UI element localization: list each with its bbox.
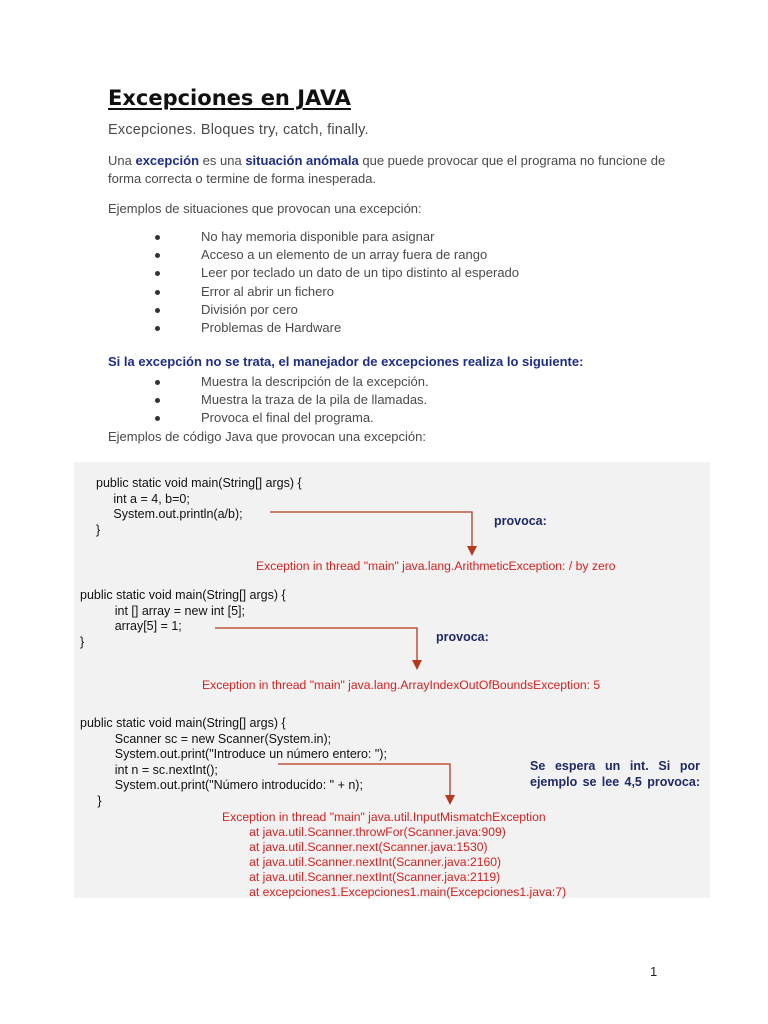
- intro-paragraph: [108, 152, 698, 188]
- arrow-head-3: [445, 795, 455, 805]
- bullet-dot: [155, 416, 160, 421]
- note-label-3: Se espera un int. Si por ejemplo se lee 4,5 provoca:: [530, 759, 700, 789]
- intro-text-2: es una: [199, 153, 246, 168]
- code-examples-figure: [74, 462, 710, 898]
- provoca-label-2: provoca:: [436, 630, 489, 644]
- handler-heading: Si la excepción no se trata, el manejador de excepciones realiza lo siguiente:: [108, 354, 584, 369]
- exception-message-2: Exception in thread "main" java.lang.ArrayIndexOutOfBoundsException: 5: [202, 678, 601, 692]
- bullet-dot: [155, 380, 160, 385]
- provoca-label-1: provoca:: [494, 514, 547, 528]
- bullet-dot: [155, 253, 160, 258]
- examples-intro: Ejemplos de situaciones que provocan una excepción:: [108, 201, 422, 216]
- term-situacion-anomala: situación anómala: [245, 153, 359, 168]
- code-block-1: public static void main(String[] args) { int a = 4, b=0; System.out.println(a/b); }: [96, 476, 302, 537]
- bullet-dot: [155, 326, 160, 331]
- arrow-head-1: [467, 546, 477, 556]
- code-block-3: public static void main(String[] args) { Scanner sc = new Scanner(System.in); System.out.print("Introduce un número entero: "); int n = sc.nextInt(); System.out.print("Número introducido: " + n); }: [80, 716, 387, 808]
- code-examples-intro: Ejemplos de código Java que provocan una excepción:: [108, 429, 426, 444]
- bullet-dot: [155, 398, 160, 403]
- bullet-dot: [155, 271, 160, 276]
- bullet-dot: [155, 290, 160, 295]
- document-page: Excepciones en JAVA Excepciones. Bloques try, catch, finally. Una excepción es una situación anómala que puede provocar que el programa no funcione de forma correcta o termine de forma inesperada. Ejemplos de situaciones que provocan una excepción: No hay memoria disponible para asignar Acceso a un elemento de un array fuera de rango Leer por teclado un dato de un tipo distinto al esperado Error al abrir un fichero División por cero Problemas de Hardware Si la excepción no se trata, el manejador de excepciones realiza lo siguiente: Muestra la descripción de la excepción. Muestra la traza de la pila de llamadas. Provoca el final del programa. Ejemplos de código Java que provocan una excepción: public static void main(String[] args) { int a = 4, b=0; System.out.println(a/b); } provoca: Exception in thread "main" java.lang.ArithmeticException: / by zero public static void main(String[] args) { int [] array = new int [5]; array[5] = 1; } provoca: Exception in thread "main" java.lang.ArrayIndexOutOfBoundsException: 5 public static void main(String[] args) { Scanner sc = new Scanner(System.in); System.out.print("Introduce un número entero: "); int n = sc.nextInt(); System.out.print("Número introducido: " + n); } Se espera un int. Si por ejemplo se lee 4,5 provoca: Exception in thread "main" java.util.InputMismatchException at java.util.Scanner.throwFor(Scanner.java:909) at java.util.Scanner.next(Scanner.java:1530) at java.util.Scanner.nextInt(Scanner.java:2160) at java.util.Scanner.nextInt(Scanner.java:2119) at excepciones1.Excepciones1.main(Excepciones1.java:7) 1: [0, 0, 768, 1024]
- page-number: 1: [650, 964, 658, 979]
- page-subtitle: Excepciones. Bloques try, catch, finally.: [108, 122, 369, 138]
- exception-stacktrace-3: Exception in thread "main" java.util.InputMismatchException at java.util.Scanner.throwFor(Scanner.java:909) at java.util.Scanner.next(Scanner.java:1530) at java.util.Scanner.nextInt(Scanner.java:2160) at java.util.Scanner.nextInt(Scanner.java:2119) at excepciones1.Excepciones1.main(Excepciones1.java:7): [222, 810, 567, 899]
- bullet-dot: [155, 308, 160, 313]
- bullet-dot: [155, 235, 160, 240]
- term-excepcion: excepción: [135, 153, 200, 168]
- page-title: Excepciones en JAVA: [108, 86, 351, 110]
- exception-message-1: Exception in thread "main" java.lang.ArithmeticException: / by zero: [256, 559, 616, 573]
- intro-text-1: Una: [108, 153, 136, 168]
- arrow-head-2: [412, 660, 422, 670]
- intro-text-3: que puede provocar que el programa no funcione de forma correcta o termine de forma inesperada.: [108, 153, 666, 186]
- code-block-2: public static void main(String[] args) { int [] array = new int [5]; array[5] = 1; }: [80, 588, 286, 649]
